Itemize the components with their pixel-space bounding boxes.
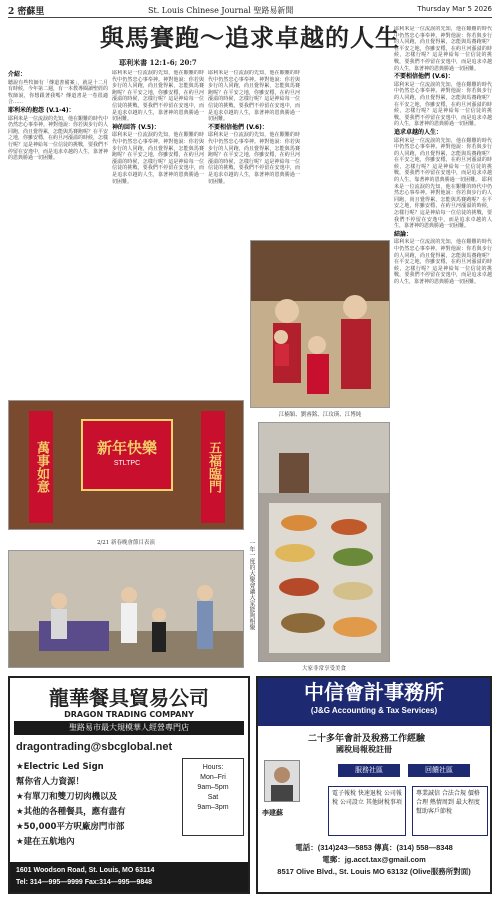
section-heading-1: 耶利米的抱怨 (V.1-4)： bbox=[8, 106, 75, 114]
section-heading-3: 不要相信他們 (V.6)： bbox=[208, 123, 268, 131]
family-photo bbox=[250, 240, 390, 408]
accounting-pill-1: 服務社區 bbox=[338, 764, 400, 777]
accounting-line2: 國稅局報稅註冊 bbox=[336, 745, 392, 754]
food-photo-caption: 大家非常享受美食 bbox=[301, 666, 346, 672]
banner-photo-caption: 2/21 新春晚會節目表演 bbox=[96, 540, 156, 546]
dragon-trading-ad[interactable] bbox=[8, 676, 250, 894]
dragon-tagline: 聖路易市最大規模華人經營專門店 bbox=[14, 721, 244, 735]
accounting-name-en: (J&G Accounting & Tax Services) bbox=[310, 706, 438, 715]
accounting-address: 8517 Olive Blvd., St. Louis MO 63132 (Olive服務所對面) bbox=[277, 867, 471, 876]
intro-text: 聽說有些牧師有「傳道書備案」，就是十二月有時候，今年第二週，有一本教導閱讀聖經的牧師說，你想跟著我嗎？傳道書是一卷很適合…… bbox=[8, 79, 108, 106]
dragon-brand: 龍華餐具貿易公司 bbox=[49, 686, 209, 710]
accountant-name: 李建蘇 bbox=[262, 809, 283, 817]
dragon-phone[interactable]: Tel: 314—995—9999 Fax:314—995—9848 bbox=[16, 879, 153, 886]
col1-text: 耶利米是一位流淚的先知，他在艱難的時代中仍然忠心事奉神。神對他說：你若與步行的人同跑，尚且覺得累，怎能與馬賽跑呢？在平安之地，你雖安穩，在約旦河漲溢的時候，怎樣行呢？這是神給每一位信徒的挑戰，要我們不停留在安逸中，而是追求卓越的人生，靠著神的恩典勝過一切困難。 bbox=[8, 115, 108, 162]
accounting-email[interactable]: 電郵：jg.acct.tax@gmail.com bbox=[322, 855, 426, 864]
dragon-email[interactable]: dragontrading@sbcglobal.net bbox=[16, 741, 173, 753]
accounting-phone[interactable]: 電話：(314)243—5853 傳真：(314) 558—8348 bbox=[295, 843, 453, 852]
dragon-bullet: 幫你省人力資源！ bbox=[16, 777, 85, 787]
banner-right bbox=[201, 411, 225, 523]
article-column-3 bbox=[208, 70, 300, 240]
dragon-bullets bbox=[16, 760, 126, 850]
banner-right-text: 五福臨門 bbox=[206, 441, 221, 493]
col4-text-d: 耶利米是一位流淚的先知，他在艱難的時代中仍然忠心事奉神。神對他說：你若與步行的人同跑，尚且覺得累，怎能與馬賽跑呢？在平安之地，你雖安穩，在約旦河漲溢的時候，怎樣行呢？這是神給每一位信徒的挑戰，要我們不停留在安逸中，而是追求卓越的人生，靠著神的恩典勝過一切困難。 bbox=[394, 177, 492, 230]
dragon-bullet: ★其他的各種餐具，應有盡有 bbox=[16, 807, 126, 817]
col4-text-e: 耶利米是一位流淚的先知，他在艱難的時代中仍然忠心事奉神。神對他說：你若與步行的人同跑，尚且覺得累，怎能與馬賽跑呢？在平安之地，你雖安穩，在約旦河漲溢的時候，怎樣行呢？這是神給每一位信徒的挑戰，要我們不停留在安逸中，而是追求卓越的人生，靠著神的恩典勝過一切困難。 bbox=[394, 239, 492, 285]
issue-date: Thursday Mar 5 2026 bbox=[417, 5, 492, 13]
section-heading-4: 不要相信他們 (V.6)： bbox=[394, 73, 454, 81]
food-photo-image bbox=[259, 423, 390, 662]
article-byline: 耶利米書 12:1-6; 20:7 bbox=[119, 58, 197, 67]
hours-line: Sat bbox=[207, 794, 219, 801]
article-title: 與馬賽跑～追求卓越的人生 bbox=[100, 24, 400, 52]
accounting-pill-2: 回饋社區 bbox=[408, 764, 470, 777]
dragon-bullet: ★50,000平方呎廠房門市部 bbox=[16, 822, 125, 832]
dragon-bullet: ★有單刀和雙刀切肉機以及 bbox=[16, 792, 118, 802]
banner-left bbox=[29, 411, 53, 523]
accounting-line1: 二十多年會計及稅務工作經驗 bbox=[308, 734, 426, 744]
banner-center-sub: STLTPC bbox=[113, 460, 141, 467]
family-photo-image bbox=[251, 241, 390, 408]
page-number: 2 密蘇里 bbox=[8, 7, 45, 17]
banner-left-text: 萬事如意 bbox=[34, 441, 49, 493]
side-caption: 一年一度的大聚會讓大家能夠相聚 bbox=[248, 540, 255, 630]
banner-center-title: 新年快樂 bbox=[96, 439, 157, 457]
services-box-2: 專業誠信 合法合規 價格合理 熱情周到 最大程度幫助客戶節稅 bbox=[412, 786, 488, 836]
hours-line: 9am–5pm bbox=[197, 784, 229, 791]
dragon-hours bbox=[182, 758, 244, 836]
section-heading-2: 神的回答 (V.5)： bbox=[112, 123, 160, 131]
accountant-photo bbox=[264, 760, 300, 802]
col2-text-b: 耶利米是一位流淚的先知，他在艱難的時代中仍然忠心事奉神。神對他說：你若與步行的人同跑，尚且覺得累，怎能與馬賽跑呢？在平安之地，你雖安穩，在約旦河漲溢的時候，怎樣行呢？這是神給每一位信徒的挑戰，要我們不停留在安逸中，而是追求卓越的人生，靠著神的恩典勝過一切困難。 bbox=[112, 132, 204, 185]
page-header bbox=[8, 4, 492, 18]
dragon-bullet: ★Electric Led Sign bbox=[16, 762, 104, 772]
family-photo-caption: 江楠穎、劉睿銘、江玟瑛、江博純 bbox=[278, 412, 362, 418]
section-heading-6: 結論： bbox=[394, 230, 413, 238]
banner-center bbox=[81, 419, 173, 491]
accounting-contact bbox=[258, 842, 490, 878]
article-column-4 bbox=[394, 26, 492, 666]
intro-heading: 介紹： bbox=[8, 71, 27, 78]
banner-photo bbox=[8, 400, 244, 530]
dragon-address: 1601 Woodson Road, St. Louis, MO 63114 bbox=[16, 867, 155, 874]
event-photo-image bbox=[9, 551, 244, 668]
accounting-name-cn: 中信會計事務所 bbox=[304, 680, 444, 704]
dragon-footer bbox=[10, 862, 248, 892]
hours-line: Mon–Fri bbox=[200, 774, 226, 781]
accounting-header bbox=[258, 678, 490, 726]
hours-title: Hours: bbox=[202, 764, 224, 771]
dragon-brand-en: DRAGON TRADING COMPANY bbox=[64, 710, 194, 719]
col4-text-c: 耶利米是一位流淚的先知，他在艱難的時代中仍然忠心事奉神。神對他說：你若與步行的人同跑，尚且覺得累，怎能與馬賽跑呢？在平安之地，你雖安穩，在約旦河漲溢的時候，怎樣行呢？這是神給每一位信徒的挑戰，要我們不停留在安逸中，而是追求卓越的人生，靠著神的恩典勝過一切困難。 bbox=[394, 137, 492, 184]
publication-name: St. Louis Chinese Journal 聖路易新聞 bbox=[148, 6, 294, 15]
col3-text: 耶利米是一位流淚的先知，他在艱難的時代中仍然忠心事奉神。神對他說：你若與步行的人同跑，尚且覺得累，怎能與馬賽跑呢？在平安之地，你雖安穩，在約旦河漲溢的時候，怎樣行呢？這是神給每一位信徒的挑戰，要我們不停留在安逸中，而是追求卓越的人生，靠著神的恩典勝過一切困難。 bbox=[208, 70, 300, 123]
col3-text-b: 耶利米是一位流淚的先知，他在艱難的時代中仍然忠心事奉神。神對他說：你若與步行的人同跑，尚且覺得累，怎能與馬賽跑呢？在平安之地，你雖安穩，在約旦河漲溢的時候，怎樣行呢？這是神給每一位信徒的挑戰，要我們不停留在安逸中，而是追求卓越的人生，靠著神的恩典勝過一切困難。 bbox=[208, 132, 300, 185]
accounting-ad[interactable] bbox=[256, 676, 492, 894]
food-photo bbox=[258, 422, 390, 662]
hours-line: 9am–3pm bbox=[197, 804, 229, 811]
article-column-2 bbox=[112, 70, 204, 332]
person-icon bbox=[265, 761, 299, 801]
article-column-1 bbox=[8, 70, 108, 332]
event-photo bbox=[8, 550, 244, 668]
services-box-1: 電子報稅 快速退稅 公司報稅 公司設立 其他財稅事項 bbox=[328, 786, 406, 836]
section-heading-5: 追求卓越的人生： bbox=[394, 128, 443, 136]
col4-text: 耶利米是一位流淚的先知，他在艱難的時代中仍然忠心事奉神。神對他說：你若與步行的人同跑，尚且覺得累，怎能與馬賽跑呢？在平安之地，你雖安穩，在約旦河漲溢的時候，怎樣行呢？這是神給每一位信徒的挑戰，要我們不停留在安逸中，而是追求卓越的人生，靠著神的恩典勝過一切困難。 bbox=[394, 26, 492, 72]
col4-text-b: 耶利米是一位流淚的先知，他在艱難的時代中仍然忠心事奉神。神對他說：你若與步行的人同跑，尚且覺得累，怎能與馬賽跑呢？在平安之地，你雖安穩，在約旦河漲溢的時候，怎樣行呢？這是神給每一位信徒的挑戰，要我們不停留在安逸中，而是追求卓越的人生，靠著神的恩典勝過一切困難。 bbox=[394, 81, 492, 128]
col2-text: 耶利米是一位流淚的先知，他在艱難的時代中仍然忠心事奉神。神對他說：你若與步行的人同跑，尚且覺得累，怎能與馬賽跑呢？在平安之地，你雖安穩，在約旦河漲溢的時候，怎樣行呢？這是神給每一位信徒的挑戰，要我們不停留在安逸中，而是追求卓越的人生，靠著神的恩典勝過一切困難。 bbox=[112, 70, 204, 123]
dragon-bullet: ★建在五航地內 bbox=[16, 837, 75, 847]
